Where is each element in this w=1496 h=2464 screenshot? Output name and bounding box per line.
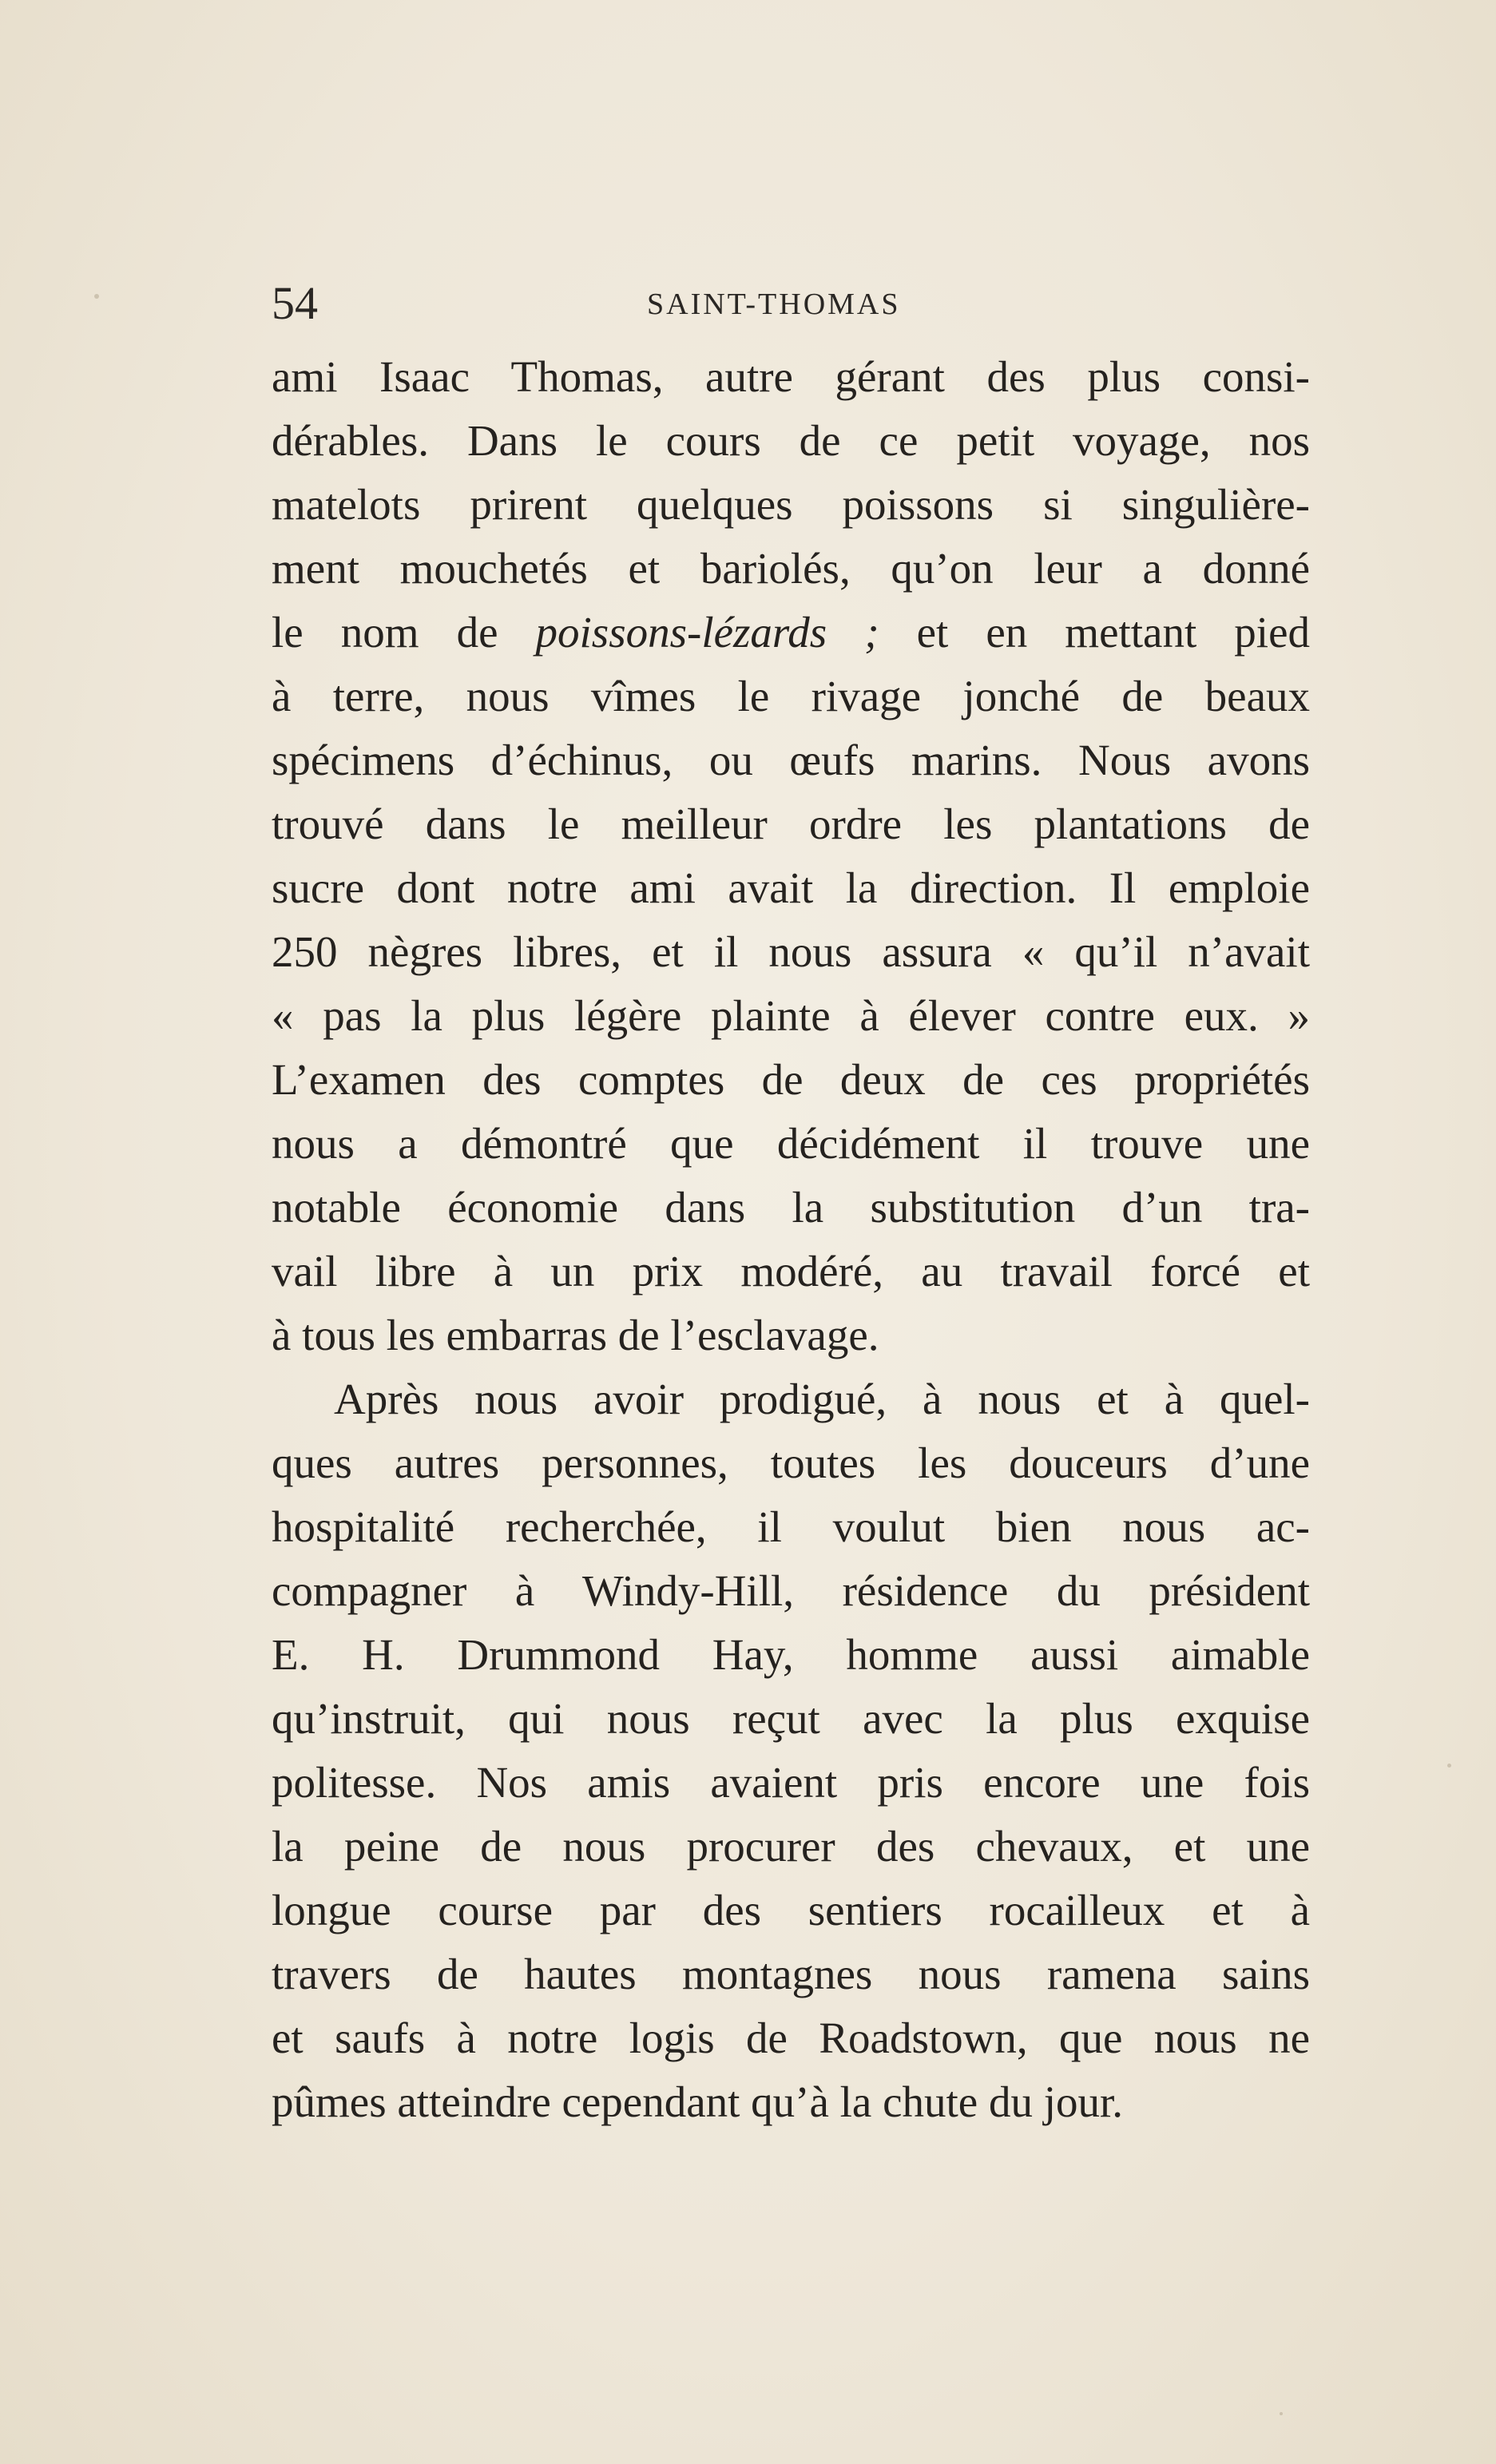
- text-line: [272, 601, 1310, 665]
- text-line: pûmes atteindre cependant qu’à la chute du jour.: [272, 2077, 1124, 2126]
- text-line: « pas la plus légère plainte à élever contre eux. »: [272, 991, 1310, 1040]
- text-line: notable économie dans la substitution d’un tra-: [272, 1183, 1310, 1232]
- text-line: longue course par des sentiers rocailleux et à: [272, 1886, 1310, 1934]
- paper-speck: [94, 294, 99, 299]
- text-line: et saufs à notre logis de Roadstown, que nous ne: [272, 2014, 1310, 2062]
- text-line: nous a démontré que décidément il trouve une: [272, 1119, 1310, 1168]
- paper-speck: [1280, 2412, 1283, 2415]
- text-line: E. H. Drummond Hay, homme aussi aimable: [272, 1630, 1310, 1679]
- paper-speck: [1447, 1764, 1451, 1768]
- text-line: sucre dont notre ami avait la direction. Il emploie: [272, 863, 1310, 912]
- running-head: [272, 276, 1322, 331]
- text-line: matelots prirent quelques poissons si singulière-: [272, 480, 1310, 529]
- paragraph: [272, 1367, 1310, 2134]
- text-line: Après nous avoir prodigué, à nous et à quel-: [334, 1375, 1310, 1423]
- text-line: politesse. Nos amis avaient pris encore une fois: [272, 1758, 1310, 1807]
- text-line: trouvé dans le meilleur ordre les plantations de: [272, 800, 1310, 848]
- text-line: hospitalité recherchée, il voulut bien nous ac-: [272, 1502, 1310, 1551]
- text-line: L’examen des comptes de deux de ces propriétés: [272, 1055, 1310, 1104]
- text-line: ami Isaac Thomas, autre gérant des plus consi-: [272, 352, 1310, 401]
- text-line: à tous les embarras de l’esclavage.: [272, 1311, 879, 1359]
- text-line: travers de hautes montagnes nous ramena sains: [272, 1950, 1310, 1998]
- text-line: ques autres personnes, toutes les douceurs d’une: [272, 1438, 1310, 1487]
- italic-term: poissons-lézards ;: [535, 608, 879, 657]
- text-line: vail libre à un prix modéré, au travail forcé et: [272, 1247, 1310, 1295]
- text-line: ment mouchetés et bariolés, qu’on leur a donné: [272, 544, 1310, 593]
- text-line: la peine de nous procurer des chevaux, et une: [272, 1822, 1310, 1871]
- running-title: SAINT-THOMAS: [647, 288, 901, 321]
- text-line: à terre, nous vîmes le rivage jonché de beaux: [272, 672, 1310, 720]
- page-number: 54: [272, 277, 318, 329]
- line-text: et en mettant pied: [879, 608, 1310, 657]
- paragraph: [272, 345, 1310, 1367]
- text-line: 250 nègres libres, et il nous assura « qu’il n’avait: [272, 927, 1310, 976]
- text-line: qu’instruit, qui nous reçut avec la plus exquise: [272, 1694, 1310, 1743]
- line-text: le nom de: [272, 608, 536, 657]
- body-text: [272, 345, 1310, 2134]
- text-line: compagner à Windy-Hill, résidence du président: [272, 1566, 1310, 1615]
- text-line: spécimens d’échinus, ou œufs marins. Nous avons: [272, 736, 1310, 784]
- text-line: dérables. Dans le cours de ce petit voyage, nos: [272, 416, 1310, 465]
